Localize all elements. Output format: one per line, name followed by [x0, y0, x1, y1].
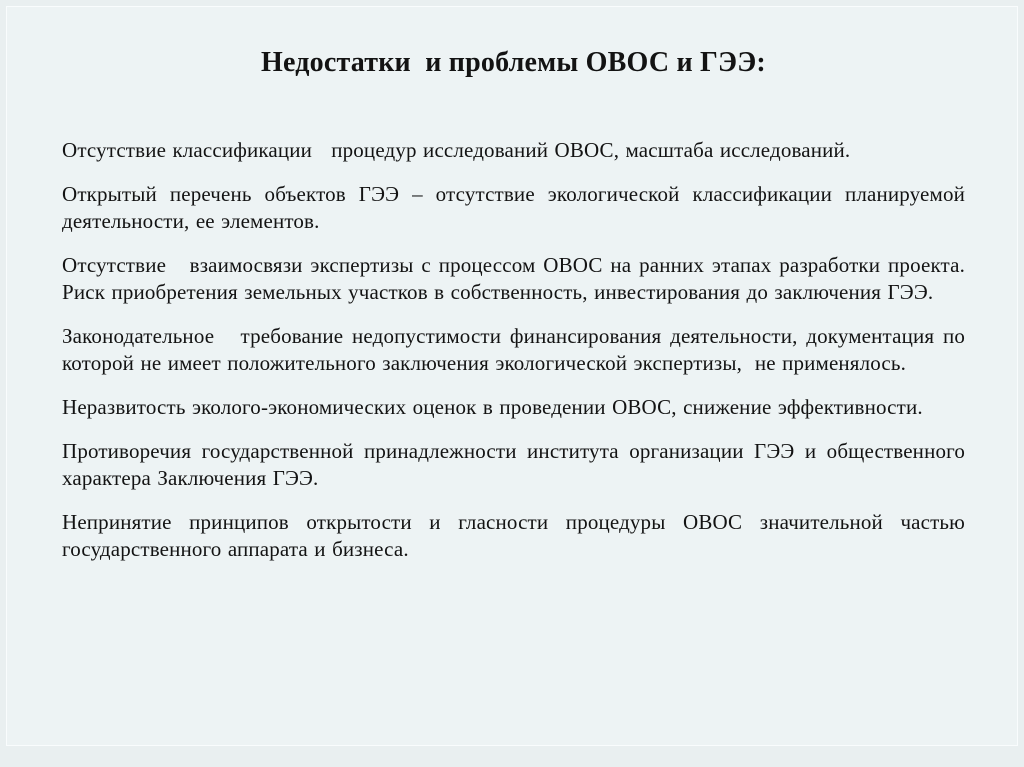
slide-paragraph: Законодательное требование недопустимости финансирования деятельности, документация по которой не имеет положительного заключения экологической экспертизы, не применялось.	[62, 324, 972, 375]
slide-paragraph: Непринятие принципов открытости и гласности процедуры ОВОС значительной частью государственного аппарата и бизнеса.	[62, 510, 972, 561]
slide-paragraph: Неразвитость эколого-экономических оценок в проведении ОВОС, снижение эффективности.	[62, 395, 923, 419]
slide-paragraph: Открытый перечень объектов ГЭЭ – отсутствие экологической классификации планируемой деятельности, ее элементов.	[62, 182, 972, 233]
slide-paragraph: Отсутствие классификации процедур исследований ОВОС, масштаба исследований.	[62, 138, 851, 162]
slide-paragraph: Противоречия государственной принадлежности института организации ГЭЭ и общественного характера Заключения ГЭЭ.	[62, 439, 972, 490]
slide-paragraph: Отсутствие взаимосвязи экспертизы с процессом ОВОС на ранних этапах разработки проекта. Риск приобретения земельных участков в собственность, инвестирования до заключения ГЭЭ.	[62, 253, 972, 304]
slide-title: Недостатки и проблемы ОВОС и ГЭЭ:	[261, 47, 766, 78]
